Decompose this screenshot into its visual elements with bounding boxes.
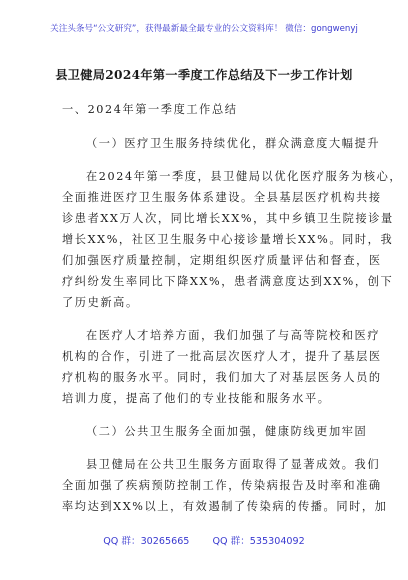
paragraph-line: 疗纠纷发生率同比下降XX%，患者满意度达到XX%，创下 [62,275,394,288]
document-title: 县卫健局2024年第一季度工作总结及下一步工作计划 [55,68,353,82]
qq-group-2: QQ 群：535304092 [212,536,305,547]
paragraph-line: 们加强医疗质量控制，定期组织医疗质量评估和督查，医 [62,254,382,267]
paragraph-line: 增长XX%，社区卫生服务中心接诊量增长XX%。同时，我 [62,233,394,246]
paragraph-line: 机构的合作，引进了一批高层次医疗人才，提升了基层医 [62,350,382,363]
paragraph-line: 了历史新高。 [62,296,139,309]
paragraph-line: 全面加强了疾病预防控制工作，传染病报告及时率和准确 [62,479,382,492]
header-banner: 关注头条号“公文研究”，获得最新最全最专业的公文资料库！ 微信：gongwenyj [50,24,358,34]
paragraph-line: 全面推进医疗卫生服务体系建设。全县基层医疗机构共接 [62,191,382,204]
subsection-heading-2: （二）公共卫生服务全面加强，健康防线更加牢固 [86,425,368,438]
footer-contact [0,533,408,547]
paragraph-line: 诊患者XX万人次，同比增长XX%，其中乡镇卫生院接诊量 [62,212,394,225]
paragraph-line: 率均达到XX%以上，有效遏制了传染病的传播。同时，加 [62,500,388,513]
subsection-heading-1: （一）医疗卫生服务持续优化，群众满意度大幅提升 [86,137,381,150]
section-heading: 一、2024年第一季度工作总结 [62,103,238,116]
paragraph-line: 县卫健局在公共卫生服务方面取得了显著成效。我们 [86,458,381,471]
paragraph-line: 培训力度，提高了他们的专业技能和服务水平。 [62,392,331,405]
paragraph-line: 在2024年第一季度，县卫健局以优化医疗服务为核心， [86,170,403,183]
paragraph-line: 在医疗人才培养方面，我们加强了与高等院校和医疗 [86,329,381,342]
qq-group-1: QQ 群：30265665 [103,536,190,547]
paragraph-line: 疗机构的服务水平。同时，我们加大了对基层医务人员的 [62,371,382,384]
